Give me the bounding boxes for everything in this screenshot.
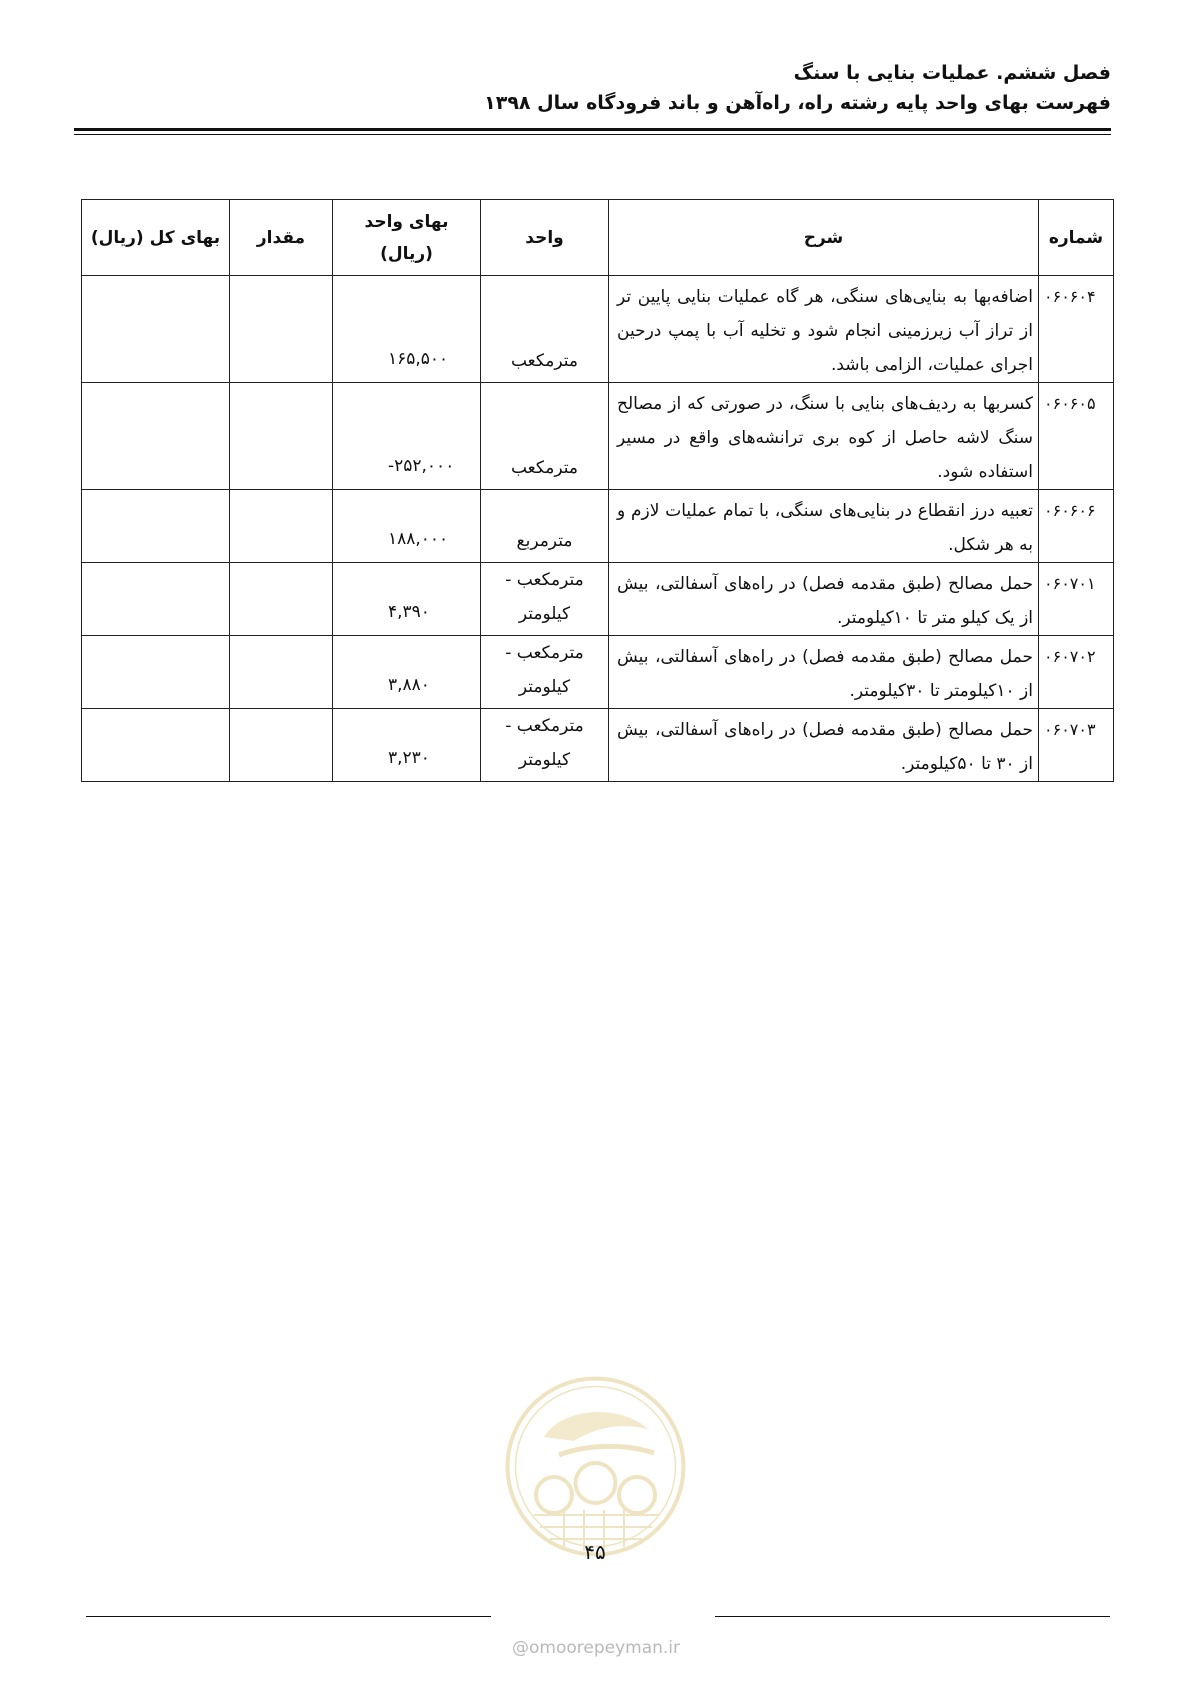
- table-header-row: [82, 200, 1114, 276]
- table-row: [82, 276, 1114, 383]
- header-description: شرح: [609, 200, 1039, 276]
- row-unit: مترمکعب - کیلومتر: [481, 636, 609, 709]
- row-code: ۰۶۰۶۰۴: [1039, 276, 1114, 383]
- row-unit: مترمکعب - کیلومتر: [481, 563, 609, 636]
- row-quantity: [230, 563, 333, 636]
- table-row: [82, 490, 1114, 563]
- row-description: حمل مصالح (طبق مقدمه فصل) در راه‌های آسفالتی، بیش از ۱۰کیلومتر تا ۳۰کیلومتر.: [609, 636, 1039, 709]
- header-unit-price-currency: (ریال): [380, 243, 433, 264]
- page-number: ۴۵: [584, 1540, 606, 1564]
- row-code: ۰۶۰۷۰۳: [1039, 709, 1114, 782]
- row-unit-price: ۳,۲۳۰: [333, 709, 481, 782]
- row-total: [82, 490, 230, 563]
- row-code: ۰۶۰۶۰۵: [1039, 383, 1114, 490]
- row-total: [82, 383, 230, 490]
- row-unit: مترمربع: [481, 490, 609, 563]
- row-total: [82, 709, 230, 782]
- row-unit-price: ۱۸۸,۰۰۰: [333, 490, 481, 563]
- row-description: حمل مصالح (طبق مقدمه فصل) در راه‌های آسفالتی، بیش از یک کیلو متر تا ۱۰کیلومتر.: [609, 563, 1039, 636]
- header-total-price: بهای کل (ریال): [82, 200, 230, 276]
- row-unit-price: ۴,۳۹۰: [333, 563, 481, 636]
- row-total: [82, 563, 230, 636]
- row-unit-price: -۲۵۲,۰۰۰: [333, 383, 481, 490]
- row-unit: مترمکعب: [481, 276, 609, 383]
- row-total: [82, 276, 230, 383]
- row-description: حمل مصالح (طبق مقدمه فصل) در راه‌های آسفالتی، بیش از ۳۰ تا ۵۰کیلومتر.: [609, 709, 1039, 782]
- row-quantity: [230, 276, 333, 383]
- header-code: شماره: [1039, 200, 1114, 276]
- row-code: ۰۶۰۶۰۶: [1039, 490, 1114, 563]
- header-unit-price: [333, 200, 481, 276]
- row-quantity: [230, 490, 333, 563]
- watermark-logo: [504, 1375, 687, 1558]
- table-row: [82, 709, 1114, 782]
- row-description: تعبیه درز انقطاع در بنایی‌های سنگی، با تمام عملیات لازم و به هر شکل.: [609, 490, 1039, 563]
- row-description: کسربها به ردیف‌های بنایی با سنگ، در صورتی که از مصالح سنگ لاشه حاصل از کوه بری ترانشه‌های واقع در مسیر استفاده شود.: [609, 383, 1039, 490]
- header-rule-thin: [74, 134, 1111, 135]
- row-unit: مترمکعب - کیلومتر: [481, 709, 609, 782]
- table-row: [82, 636, 1114, 709]
- row-code: ۰۶۰۷۰۱: [1039, 563, 1114, 636]
- footer-rule-left: [86, 1616, 491, 1617]
- header-unit-price-label: بهای واحد: [364, 211, 449, 232]
- table-row: [82, 383, 1114, 490]
- row-code: ۰۶۰۷۰۲: [1039, 636, 1114, 709]
- header-quantity: مقدار: [230, 200, 333, 276]
- page-header: [74, 58, 1111, 118]
- table-row: [82, 563, 1114, 636]
- header-rule: [74, 128, 1111, 131]
- row-unit-price: ۱۶۵,۵۰۰: [333, 276, 481, 383]
- price-list-table: [81, 199, 1114, 782]
- chapter-title: فصل ششم. عملیات بنایی با سنگ: [793, 62, 1111, 84]
- row-total: [82, 636, 230, 709]
- footer-rule-right: [715, 1616, 1110, 1617]
- website-watermark: @omoorepeyman.ir: [511, 1638, 681, 1658]
- document-title: فهرست بهای واحد پایه رشته راه، راه‌آهن و باند فرودگاه سال ۱۳۹۸: [484, 92, 1111, 114]
- row-quantity: [230, 709, 333, 782]
- gear-seal-logo-icon: [504, 1375, 687, 1558]
- row-quantity: [230, 383, 333, 490]
- row-quantity: [230, 636, 333, 709]
- header-unit: واحد: [481, 200, 609, 276]
- row-unit: مترمکعب: [481, 383, 609, 490]
- row-unit-price: ۳,۸۸۰: [333, 636, 481, 709]
- row-description: اضافه‌بها به بنایی‌های سنگی، هر گاه عملیات بنایی پایین تر از تراز آب زیرزمینی انجام شود و تخلیه آب با پمپ درحین اجرای عملیات، الزامی باشد.: [609, 276, 1039, 383]
